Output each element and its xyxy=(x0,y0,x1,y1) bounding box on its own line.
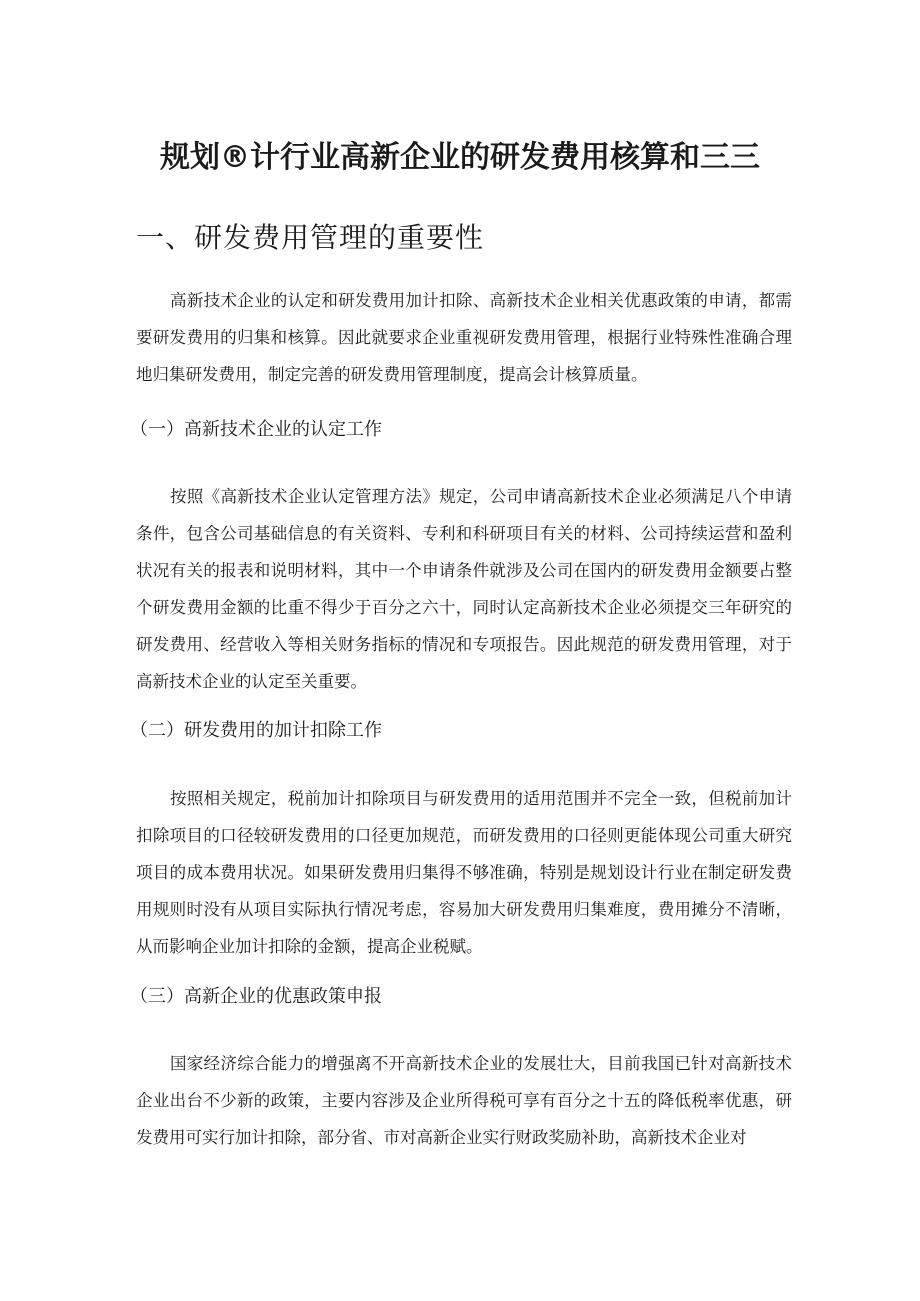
subsection-heading-1: （一）高新技术企业的认定工作 xyxy=(130,419,382,440)
section-heading: 一、研发费用管理的重要性 xyxy=(136,221,485,254)
document-title: 规划®计行业高新企业的研发费用核算和三三 xyxy=(160,140,760,175)
subsection-paragraph-2: 按照相关规定，税前加计扣除项目与研发费用的适用范围并不完全一致，但税前加计扣除项目的口径较研发费用的口径更加规范，而研发费用的口径则更能体现公司重大研究项目的成本费用状况。如果研发费用归集得不够准确，特别是规划设计行业在制定研发费用规则时没有从项目实际执行情况考虑，容易加大研发费用归集难度，费用摊分不清晰，从而影响企业加计扣除的金额，提高企业税赋。 xyxy=(136,789,792,956)
subsection-paragraph-1: 按照《高新技术企业认定管理方法》规定，公司申请高新技术企业必须满足八个申请条件，包含公司基础信息的有关资料、专利和科研项目有关的材料、公司持续运营和盈利状况有关的报表和说明材料，其中一个申请条件就涉及公司在国内的研发费用金额要占整个研发费用金额的比重不得少于百分之六十，同时认定高新技术企业必须提交三年研究的研发费用、经营收入等相关财务指标的情况和专项报告。因此规范的研发费用管理，对于高新技术企业的认定至关重要。 xyxy=(136,487,792,691)
subsection-heading-3: （三）高新企业的优惠政策申报 xyxy=(130,986,382,1007)
intro-paragraph: 高新技术企业的认定和研发费用加计扣除、高新技术企业相关优惠政策的申请，都需要研发费用的归集和核算。因此就要求企业重视研发费用管理，根据行业特殊性准确合理地归集研发费用，制定完善的研发费用管理制度，提高会计核算质量。 xyxy=(136,291,792,384)
subsection-paragraph-3: 国家经济综合能力的增强离不开高新技术企业的发展壮大，目前我国已针对高新技术企业出台不少新的政策，主要内容涉及企业所得税可享有百分之十五的降低税率优惠，研发费用可实行加计扣除，部分省、市对高新企业实行财政奖励补助，高新技术企业对 xyxy=(136,1054,792,1147)
subsection-heading-2: （二）研发费用的加计扣除工作 xyxy=(130,720,382,741)
